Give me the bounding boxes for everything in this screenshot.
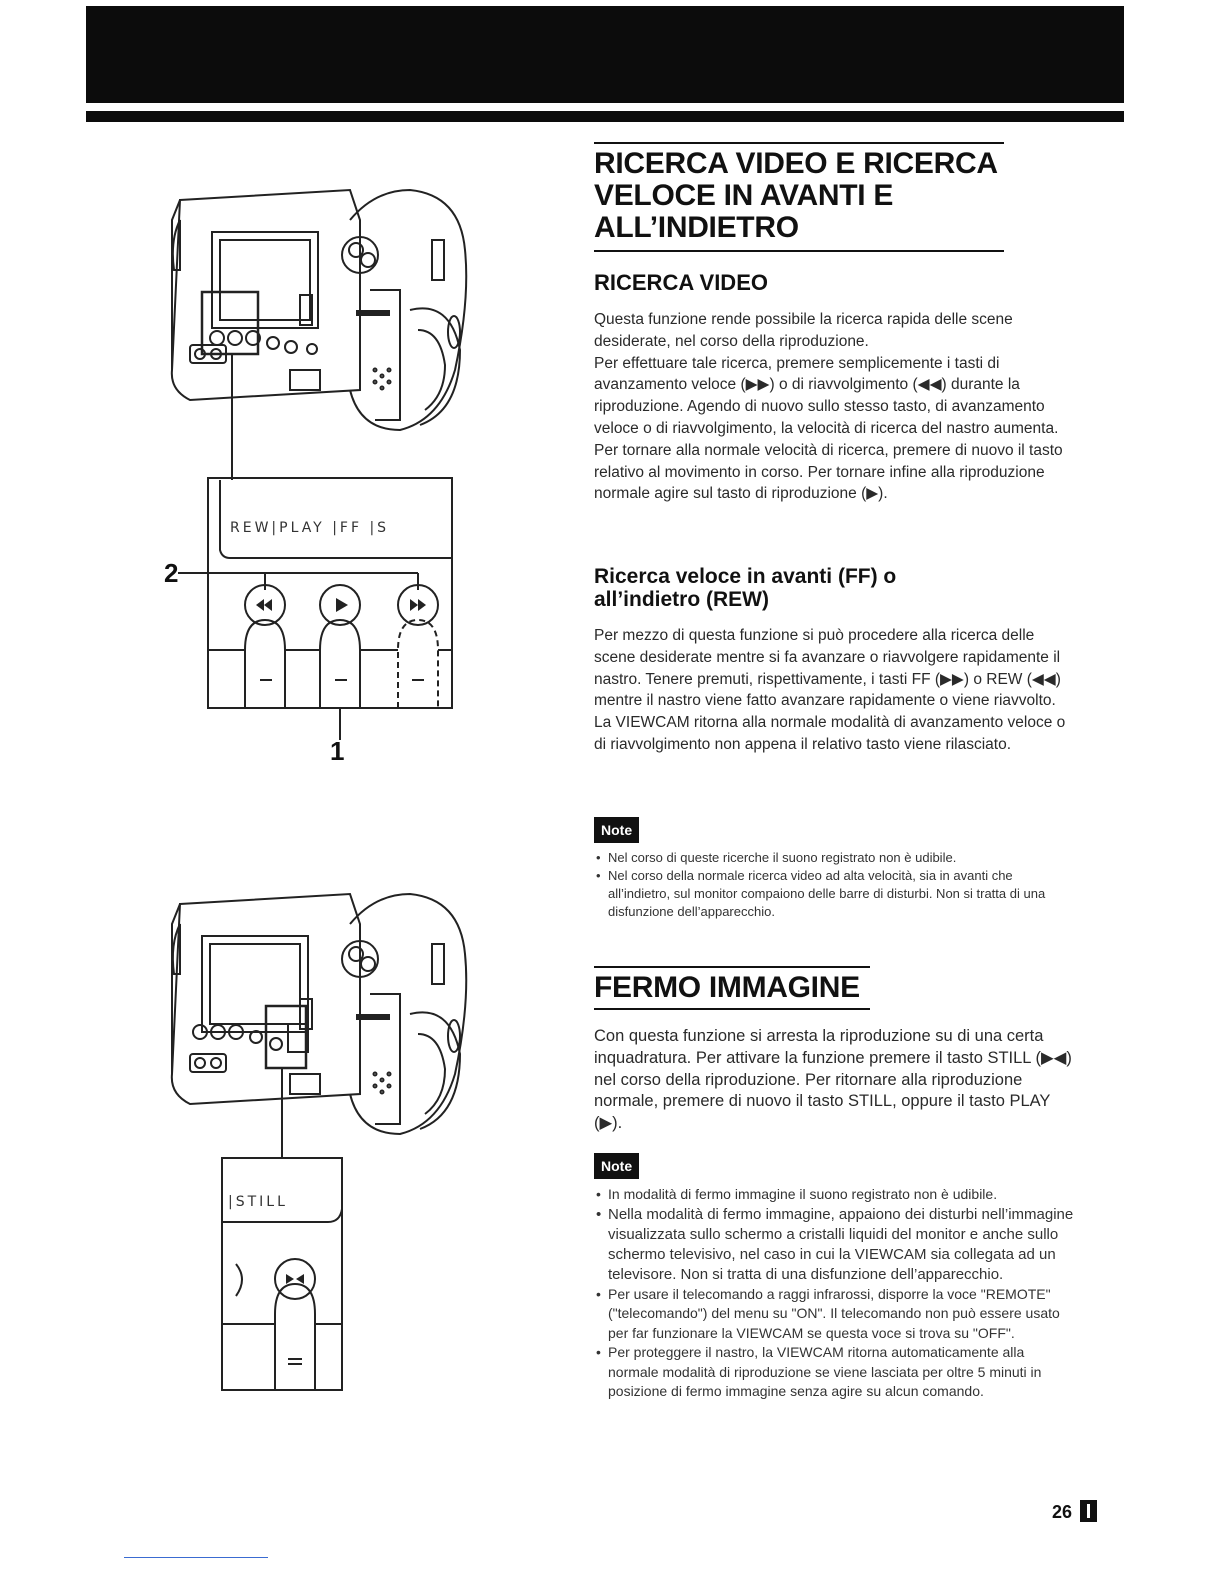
- camcorder-illustration-search: [160, 180, 480, 740]
- sub2-para: Per mezzo di questa funzione si può procedere alla ricerca delle scene desiderate mentre si fa avanzare o riavvolgere rapidamente il nastro. Tenere premuti, rispettivamente, i tasti FF (▶▶) o REW (◀◀) mentre il nastro viene fatto avanzare rapidamente o viene riavvolto. La VIEWCAM ritorna alla normale modalità di avanzamento veloce o di riavvolgimento non appena il relativo tasto viene rilasciato.: [594, 627, 1066, 753]
- section-fermo-immagine: [594, 966, 1074, 1135]
- note-item: • Nel corso di queste ricerche il suono registrato non è udibile.: [594, 849, 1074, 867]
- note-block-1: [594, 817, 1074, 921]
- section1-heading: [594, 142, 1004, 252]
- section1-title-line1: RICERCA VIDEO E RICERCA: [594, 147, 998, 180]
- camcorder-illustration-still: [160, 884, 480, 1394]
- language-marker-icon: [1080, 1500, 1097, 1522]
- section2-title: FERMO IMMAGINE: [594, 971, 860, 1004]
- panel-button-labels: REW|PLAY |FF |S: [230, 520, 390, 536]
- page-number: 26: [1052, 1502, 1073, 1522]
- subsection-ff-rew: [594, 565, 1074, 756]
- section-video-search: [594, 142, 1074, 252]
- camcorder-still-svg: [160, 884, 480, 1394]
- callout-1: 1: [330, 736, 345, 766]
- sub1-title: RICERCA VIDEO: [594, 270, 768, 295]
- note-item: • Per usare il telecomando a raggi infrarossi, disporre la voce "REMOTE" ("telecomando") del menu su "ON". Il telecomando non può essere usato per far funzionare la VIEWCAM se questa voce si trova su "OFF".: [594, 1285, 1074, 1344]
- section2-heading: [594, 966, 870, 1010]
- section2-para: Con questa funzione si arresta la riproduzione su di una certa inquadratura. Per attivare la funzione premere il tasto STILL (▶◀) nel corso della riproduzione. Per ritornare alla riproduzione normale, premere di nuovo il tasto STILL, oppure il tasto PLAY (▶).: [594, 1027, 1072, 1133]
- callout-2: 2: [164, 558, 179, 588]
- panel-still-label: |STILL: [228, 1194, 288, 1210]
- header-bar: [86, 6, 1124, 103]
- note-item: • In modalità di fermo immagine il suono registrato non è udibile.: [594, 1185, 1074, 1205]
- camcorder-search-svg: [160, 180, 480, 740]
- note-block-2: [594, 1153, 1074, 1402]
- note-badge-1: Note: [594, 817, 639, 843]
- note-item: • Per proteggere il nastro, la VIEWCAM ritorna automaticamente alla normale modalità di riproduzione se viene lasciata per oltre 5 minuti in posizione di fermo immagine senza agire su alcun comando.: [594, 1343, 1074, 1402]
- sub1-para2: Per effettuare tale ricerca, premere semplicemente i tasti di avanzamento veloce (▶▶) o di riavvolgimento (◀◀) durante la riproduzione. Agendo di nuovo sullo stesso tasto, di avanzamento veloce o di riavvolgimento, la velocità di ricerca del nastro aumenta. Per tornare alla normale velocità di ricerca, premere di nuovo il tasto relativo al movimento in corso. Per tornare infine alla riproduzione normale agire sul tasto di riproduzione (▶).: [594, 354, 1063, 503]
- sub2-title-line2: all’indietro (REW): [594, 588, 769, 611]
- section1-title-line3: ALL’INDIETRO: [594, 211, 799, 244]
- notes-list-1: [594, 849, 1074, 921]
- note-item: • Nella modalità di fermo immagine, appaiono dei disturbi nell’immagine visualizzata sullo schermo a cristalli liquidi del monitor e anche sullo schermo televisivo, nel caso in cui la VIEWCAM sia collegata ad un televisore. Non si tratta di una disfunzione dell’apparecchio.: [594, 1205, 1074, 1285]
- section1-title-line2: VELOCE IN AVANTI E: [594, 179, 894, 212]
- footer-line: [124, 1557, 268, 1558]
- notes-list-2: [594, 1185, 1074, 1402]
- sub2-title-line1: Ricerca veloce in avanti (FF) o: [594, 565, 897, 588]
- note-badge-2: Note: [594, 1153, 639, 1179]
- note-item: • Nel corso della normale ricerca video ad alta velocità, sia in avanti che all’indietro, sul monitor compaiono delle barre di disturbi. Non si tratta di una disfunzione dell’apparecchio.: [594, 867, 1074, 921]
- sub1-para1: Questa funzione rende possibile la ricerca rapida delle scene desiderate, nel corso della riproduzione.: [594, 311, 1013, 350]
- header-rule: [86, 111, 1124, 122]
- subsection-ricerca-video: [594, 271, 1074, 505]
